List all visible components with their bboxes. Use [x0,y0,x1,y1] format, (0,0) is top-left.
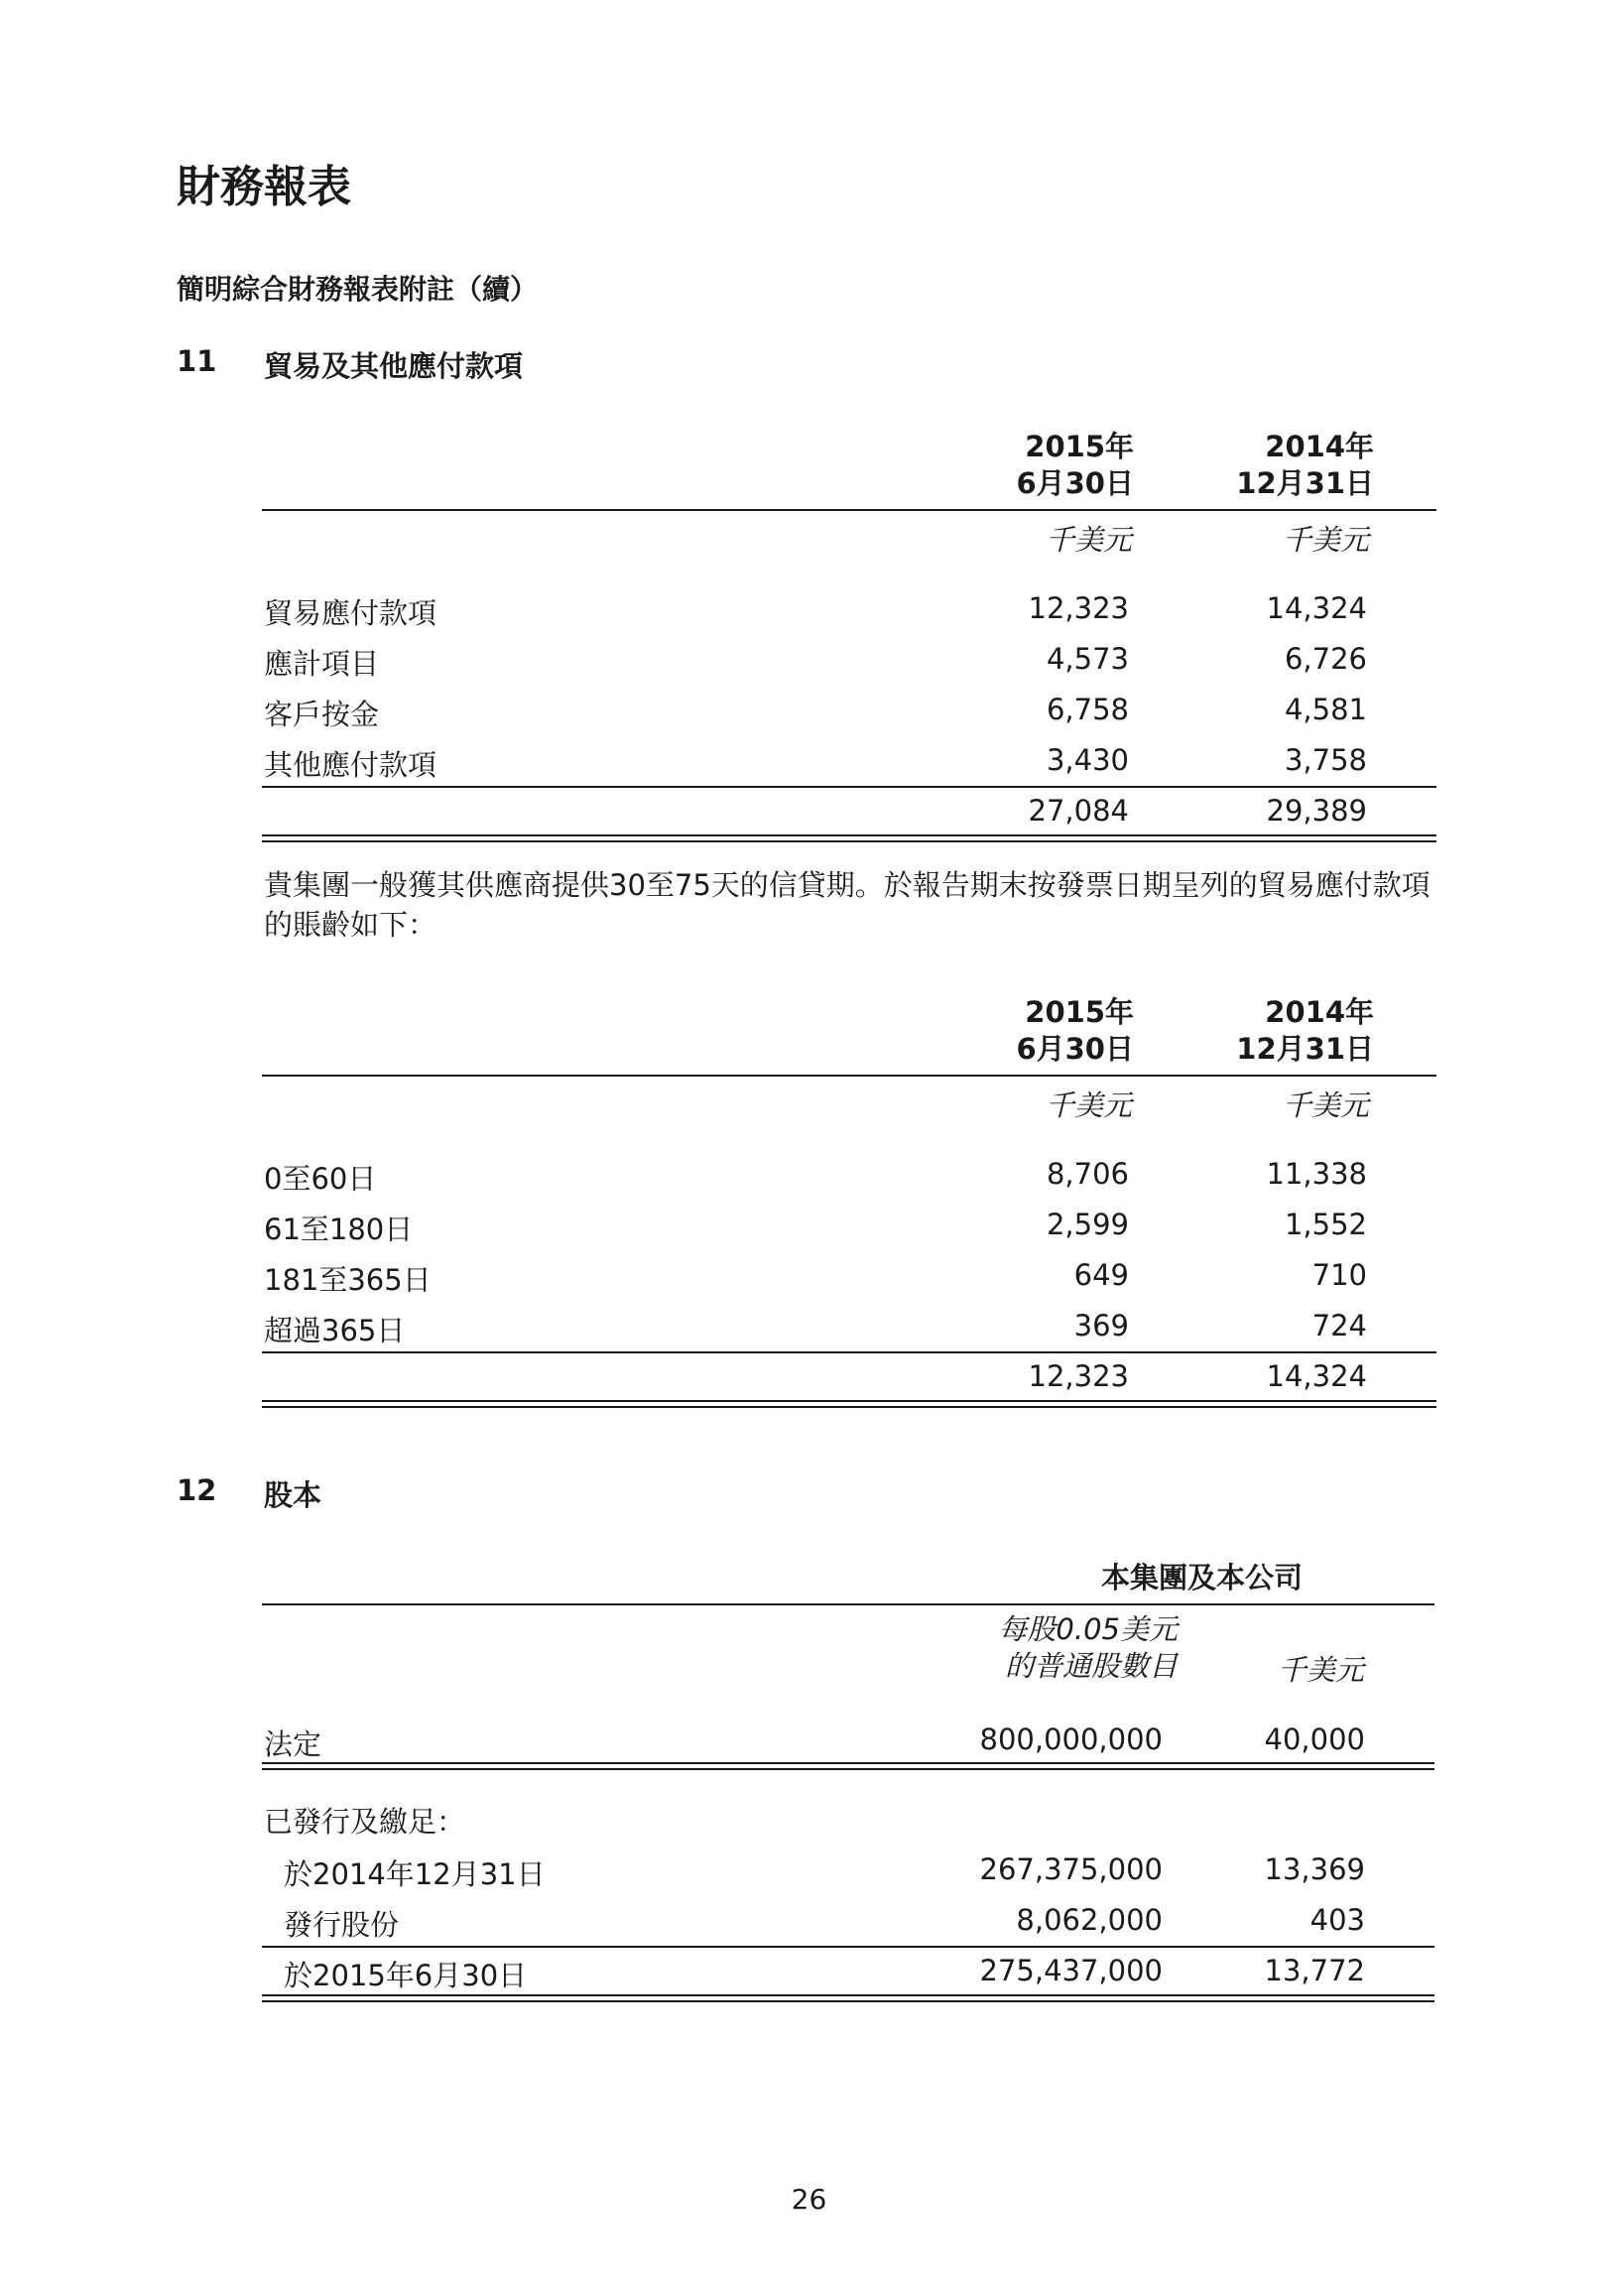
t2-col1-header [1016,994,1134,1068]
t1-header-rule [262,509,1436,511]
t2-col2-header [1236,994,1374,1068]
share-closing-shares: 275,437,000 [979,1954,1163,1987]
t1-col2-date: 12月31日 [1236,466,1374,500]
share-authorised-rule-2 [262,1768,1434,1770]
note-11-paragraph: 貴集團一般獲其供應商提供30至75天的信貸期。於報告期末按發票日期呈列的貿易應付款項的賬齡如下： [264,868,1431,942]
share-col1-line2: 的普通股數目 [1004,1649,1178,1683]
share-issued-header: 已發行及繳足： [264,1805,466,1839]
t2-col2-unit: 千美元 [1282,1088,1369,1122]
t1-total-v1: 27,084 [1028,794,1129,828]
share-authorised-shares: 800,000,000 [979,1722,1163,1756]
share-group-header: 本集團及本公司 [1100,1561,1303,1594]
t1-col1-date: 6月30日 [1016,466,1134,500]
share-row-amount: 13,369 [1264,1852,1365,1886]
t1-col1-year: 2015年 [1025,430,1134,463]
share-authorised-rule-1 [262,1762,1434,1764]
t2-col1-unit: 千美元 [1045,1088,1132,1122]
t2-row-v2: 1,552 [1284,1208,1367,1241]
t1-row-label: 貿易應付款項 [264,596,437,630]
share-col1-line1: 每股0.05美元 [998,1612,1178,1646]
share-closing-label: 於2015年6月30日 [284,1959,528,1992]
share-subtotal-rule [262,1946,1434,1948]
t1-total-rule-2 [262,840,1436,842]
t2-row-label: 181至365日 [264,1263,432,1297]
t2-row-v2: 710 [1311,1258,1367,1292]
t1-row-label: 其他應付款項 [264,748,437,782]
share-authorised-amount: 40,000 [1264,1722,1365,1756]
note-11-number: 11 [177,344,217,378]
t2-row-label: 61至180日 [264,1212,414,1246]
share-total-rule-2 [262,2000,1434,2002]
share-closing-amount: 13,772 [1264,1954,1365,1987]
t1-row-v2: 3,758 [1284,743,1367,777]
t1-col1-unit: 千美元 [1045,523,1132,557]
t1-total-v2: 29,389 [1266,794,1367,828]
note-12-title: 股本 [264,1478,322,1512]
t2-row-v1: 8,706 [1046,1157,1129,1191]
share-row-label: 於2014年12月31日 [284,1857,546,1891]
share-row-shares: 267,375,000 [979,1852,1163,1886]
note-11-title: 貿易及其他應付款項 [264,349,524,383]
t2-header-rule [262,1075,1436,1077]
note-12-number: 12 [177,1473,217,1507]
page-number: 26 [791,2183,827,2216]
t1-row-v2: 6,726 [1284,642,1367,676]
t2-col2-date: 12月31日 [1236,1032,1374,1066]
t1-col2-year: 2014年 [1265,430,1374,463]
share-col1-header [998,1611,1178,1685]
share-row-label: 發行股份 [284,1908,400,1942]
t1-col2-header [1236,429,1374,502]
t2-total-v2: 14,324 [1266,1359,1367,1393]
t2-row-v2: 11,338 [1266,1157,1367,1191]
t1-col1-header [1016,429,1134,502]
share-header-rule [262,1603,1434,1605]
t2-subtotal-rule [262,1351,1436,1353]
t2-row-v1: 649 [1073,1258,1129,1292]
t1-col2-unit: 千美元 [1282,523,1369,557]
t2-row-label: 0至60日 [264,1162,377,1196]
share-row-amount: 403 [1309,1903,1365,1937]
page-title: 財務報表 [177,162,351,212]
t1-row-v2: 4,581 [1284,693,1367,726]
share-total-rule-1 [262,1994,1434,1996]
t1-row-v2: 14,324 [1266,591,1367,625]
t2-row-v1: 2,599 [1046,1208,1129,1241]
t2-row-v1: 369 [1073,1309,1129,1342]
t2-total-v1: 12,323 [1028,1359,1129,1393]
t1-total-rule-1 [262,834,1436,836]
t1-row-v1: 4,573 [1046,642,1129,676]
t1-subtotal-rule [262,786,1436,788]
t1-row-v1: 6,758 [1046,693,1129,726]
page-subtitle: 簡明綜合財務報表附註（續） [177,273,539,306]
t2-row-label: 超過365日 [264,1314,406,1347]
t2-col1-date: 6月30日 [1016,1032,1134,1066]
share-row-shares: 8,062,000 [1016,1903,1163,1937]
share-col2-header: 千美元 [1277,1653,1364,1687]
t2-row-v2: 724 [1311,1309,1367,1342]
t2-col2-year: 2014年 [1265,995,1374,1029]
t2-col1-year: 2015年 [1025,995,1134,1029]
t1-row-v1: 12,323 [1028,591,1129,625]
t1-row-label: 客戶按金 [264,698,380,731]
t1-row-v1: 3,430 [1046,743,1129,777]
t1-row-label: 應計項目 [264,647,380,681]
t2-total-rule-2 [262,1406,1436,1408]
t2-total-rule-1 [262,1400,1436,1402]
share-authorised-label: 法定 [264,1727,322,1761]
